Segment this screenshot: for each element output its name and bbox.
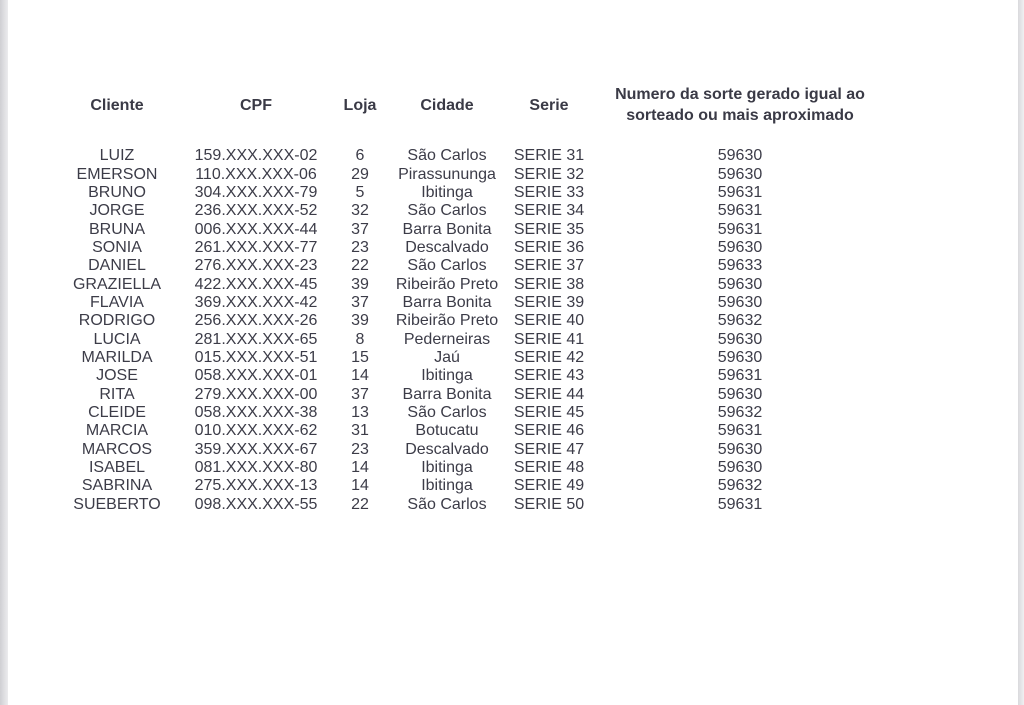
- cell-cidade: São Carlos: [407, 257, 487, 275]
- cell-numero: 59630: [717, 330, 763, 348]
- table-row: [56, 404, 890, 422]
- cell-cliente: SABRINA: [81, 477, 153, 495]
- cell-cidade: Ribeirão Preto: [395, 275, 499, 293]
- cell-numero: 59631: [717, 495, 763, 513]
- cell-numero: 59631: [717, 367, 763, 385]
- cell-cidade: Ibitinga: [421, 459, 473, 477]
- table-row: [56, 184, 890, 202]
- cell-cidade: Ibitinga: [421, 183, 473, 201]
- cell-loja: 32: [351, 202, 369, 220]
- cell-cidade: Descalvado: [405, 238, 489, 256]
- cell-loja: 22: [351, 257, 369, 275]
- cell-serie: SERIE 37: [513, 257, 585, 275]
- header-numero-sorte: [590, 80, 890, 130]
- document-page: [8, 0, 1018, 705]
- cell-cpf: 006.XXX.XXX-44: [194, 220, 318, 238]
- table-row: [56, 239, 890, 257]
- cell-loja: 8: [355, 330, 365, 348]
- cell-serie: SERIE 45: [513, 403, 585, 421]
- cell-cliente: SONIA: [92, 238, 142, 256]
- cell-cpf: 110.XXX.XXX-06: [195, 165, 317, 183]
- cell-loja: 37: [351, 220, 369, 238]
- cell-cliente: SUEBERTO: [73, 495, 161, 513]
- cell-loja: 39: [351, 275, 369, 293]
- cell-numero: 59630: [717, 147, 763, 165]
- cell-numero: 59630: [717, 293, 763, 311]
- results-table: [56, 80, 890, 514]
- cell-cliente: DANIEL: [88, 257, 146, 275]
- table-row: [56, 202, 890, 220]
- cell-cpf: 369.XXX.XXX-42: [194, 293, 318, 311]
- table-row: [56, 349, 890, 367]
- cell-loja: 29: [351, 165, 369, 183]
- cell-serie: SERIE 43: [513, 367, 585, 385]
- cell-serie: SERIE 39: [513, 293, 585, 311]
- cell-loja: 22: [351, 495, 369, 513]
- cell-loja: 14: [351, 477, 369, 495]
- header-spacer: [56, 130, 890, 147]
- cell-serie: SERIE 38: [513, 275, 585, 293]
- cell-serie: SERIE 49: [513, 477, 585, 495]
- cell-serie: SERIE 33: [513, 183, 585, 201]
- cell-cidade: Pederneiras: [403, 330, 491, 348]
- cell-loja: 23: [351, 440, 369, 458]
- cell-cpf: 015.XXX.XXX-51: [194, 348, 318, 366]
- cell-cidade: Descalvado: [405, 440, 489, 458]
- cell-cpf: 275.XXX.XXX-13: [194, 477, 318, 495]
- page-right-edge: [1018, 0, 1024, 705]
- cell-loja: 14: [351, 459, 369, 477]
- cell-cidade: Barra Bonita: [402, 385, 492, 403]
- cell-numero: 59633: [717, 257, 763, 275]
- cell-cpf: 261.XXX.XXX-77: [194, 238, 318, 256]
- cell-numero: 59630: [717, 459, 763, 477]
- cell-cpf: 058.XXX.XXX-01: [194, 367, 318, 385]
- cell-numero: 59631: [717, 183, 763, 201]
- cell-loja: 6: [355, 147, 365, 165]
- cell-cpf: 281.XXX.XXX-65: [194, 330, 318, 348]
- cell-loja: 5: [355, 183, 365, 201]
- table-row: [56, 422, 890, 440]
- cell-cliente: LUCIA: [93, 330, 141, 348]
- cell-numero: 59631: [717, 202, 763, 220]
- cell-cidade: Ribeirão Preto: [395, 312, 499, 330]
- cell-cliente: RODRIGO: [78, 312, 156, 330]
- cell-cliente: EMERSON: [76, 165, 158, 183]
- header-numero-line2: sorteado ou mais aproximado: [626, 107, 854, 124]
- cell-numero: 59630: [717, 165, 763, 183]
- cell-serie: SERIE 47: [513, 440, 585, 458]
- cell-loja: 23: [351, 238, 369, 256]
- cell-cpf: 359.XXX.XXX-67: [194, 440, 318, 458]
- cell-cliente: RITA: [99, 385, 135, 403]
- cell-cidade: Jaú: [434, 348, 460, 366]
- table-row: [56, 496, 890, 514]
- cell-serie: SERIE 48: [513, 459, 585, 477]
- cell-cpf: 081.XXX.XXX-80: [194, 459, 318, 477]
- cell-numero: 59632: [717, 403, 763, 421]
- cell-cpf: 422.XXX.XXX-45: [194, 275, 318, 293]
- cell-cliente: MARCIA: [85, 422, 149, 440]
- table-row: [56, 312, 890, 330]
- cell-serie: SERIE 46: [513, 422, 585, 440]
- cell-cliente: CLEIDE: [88, 403, 146, 421]
- table-row: [56, 367, 890, 385]
- cell-loja: 15: [351, 348, 369, 366]
- cell-cpf: 304.XXX.XXX-79: [194, 183, 318, 201]
- header-serie: Serie: [529, 96, 569, 114]
- cell-cidade: São Carlos: [407, 147, 487, 165]
- cell-cidade: São Carlos: [407, 202, 487, 220]
- cell-loja: 37: [351, 385, 369, 403]
- cell-cpf: 236.XXX.XXX-52: [194, 202, 318, 220]
- table-row: [56, 459, 890, 477]
- cell-cidade: São Carlos: [407, 403, 487, 421]
- cell-cidade: Ibitinga: [421, 477, 473, 495]
- table-row: [56, 294, 890, 312]
- table-header-row: [56, 80, 890, 130]
- cell-loja: 31: [351, 422, 369, 440]
- cell-cidade: São Carlos: [407, 495, 487, 513]
- cell-numero: 59630: [717, 348, 763, 366]
- cell-numero: 59631: [717, 220, 763, 238]
- cell-cpf: 098.XXX.XXX-55: [194, 495, 318, 513]
- cell-cliente: FLAVIA: [90, 293, 144, 311]
- cell-loja: 14: [351, 367, 369, 385]
- table-row: [56, 441, 890, 459]
- table-row: [56, 385, 890, 403]
- cell-cliente: BRUNO: [88, 183, 146, 201]
- cell-cliente: LUIZ: [99, 147, 135, 165]
- cell-cpf: 010.XXX.XXX-62: [194, 422, 318, 440]
- cell-cpf: 279.XXX.XXX-00: [194, 385, 318, 403]
- table-row: [56, 477, 890, 495]
- cell-loja: 13: [351, 403, 369, 421]
- page-left-edge: [0, 0, 8, 705]
- table-row: [56, 275, 890, 293]
- cell-serie: SERIE 32: [513, 165, 585, 183]
- cell-numero: 59631: [717, 422, 763, 440]
- cell-cidade: Botucatu: [415, 422, 479, 440]
- cell-cliente: JORGE: [89, 202, 145, 220]
- cell-serie: SERIE 41: [513, 330, 585, 348]
- cell-loja: 37: [351, 293, 369, 311]
- cell-serie: SERIE 50: [513, 495, 585, 513]
- cell-serie: SERIE 34: [513, 202, 585, 220]
- cell-cpf: 256.XXX.XXX-26: [194, 312, 318, 330]
- cell-cliente: BRUNA: [88, 220, 145, 238]
- cell-cpf: 276.XXX.XXX-23: [194, 257, 318, 275]
- cell-cpf: 058.XXX.XXX-38: [194, 403, 318, 421]
- table-row: [56, 257, 890, 275]
- table-row: [56, 147, 890, 165]
- table-row: [56, 330, 890, 348]
- header-cpf: CPF: [240, 96, 272, 114]
- cell-numero: 59630: [717, 385, 763, 403]
- cell-cliente: MARCOS: [81, 440, 153, 458]
- cell-cliente: JOSE: [96, 367, 138, 385]
- cell-cidade: Pirassununga: [398, 165, 496, 183]
- cell-cidade: Ibitinga: [421, 367, 473, 385]
- cell-numero: 59630: [717, 275, 763, 293]
- cell-loja: 39: [351, 312, 369, 330]
- cell-serie: SERIE 36: [513, 238, 585, 256]
- table-row: [56, 220, 890, 238]
- cell-numero: 59630: [717, 440, 763, 458]
- cell-numero: 59632: [717, 312, 763, 330]
- cell-cidade: Barra Bonita: [402, 293, 492, 311]
- cell-numero: 59630: [717, 238, 763, 256]
- header-cidade: Cidade: [420, 96, 474, 114]
- cell-serie: SERIE 42: [513, 348, 585, 366]
- cell-cliente: ISABEL: [88, 459, 146, 477]
- table-row: [56, 165, 890, 183]
- cell-cliente: GRAZIELLA: [72, 275, 162, 293]
- cell-serie: SERIE 44: [513, 385, 585, 403]
- cell-numero: 59632: [717, 477, 763, 495]
- header-cliente: Cliente: [90, 96, 144, 114]
- header-numero-line1: Numero da sorte gerado igual ao: [615, 86, 865, 103]
- cell-serie: SERIE 31: [513, 147, 585, 165]
- cell-serie: SERIE 40: [513, 312, 585, 330]
- cell-cliente: MARILDA: [81, 348, 153, 366]
- cell-cidade: Barra Bonita: [402, 220, 492, 238]
- cell-serie: SERIE 35: [513, 220, 585, 238]
- cell-cpf: 159.XXX.XXX-02: [194, 147, 318, 165]
- header-loja: Loja: [343, 96, 377, 114]
